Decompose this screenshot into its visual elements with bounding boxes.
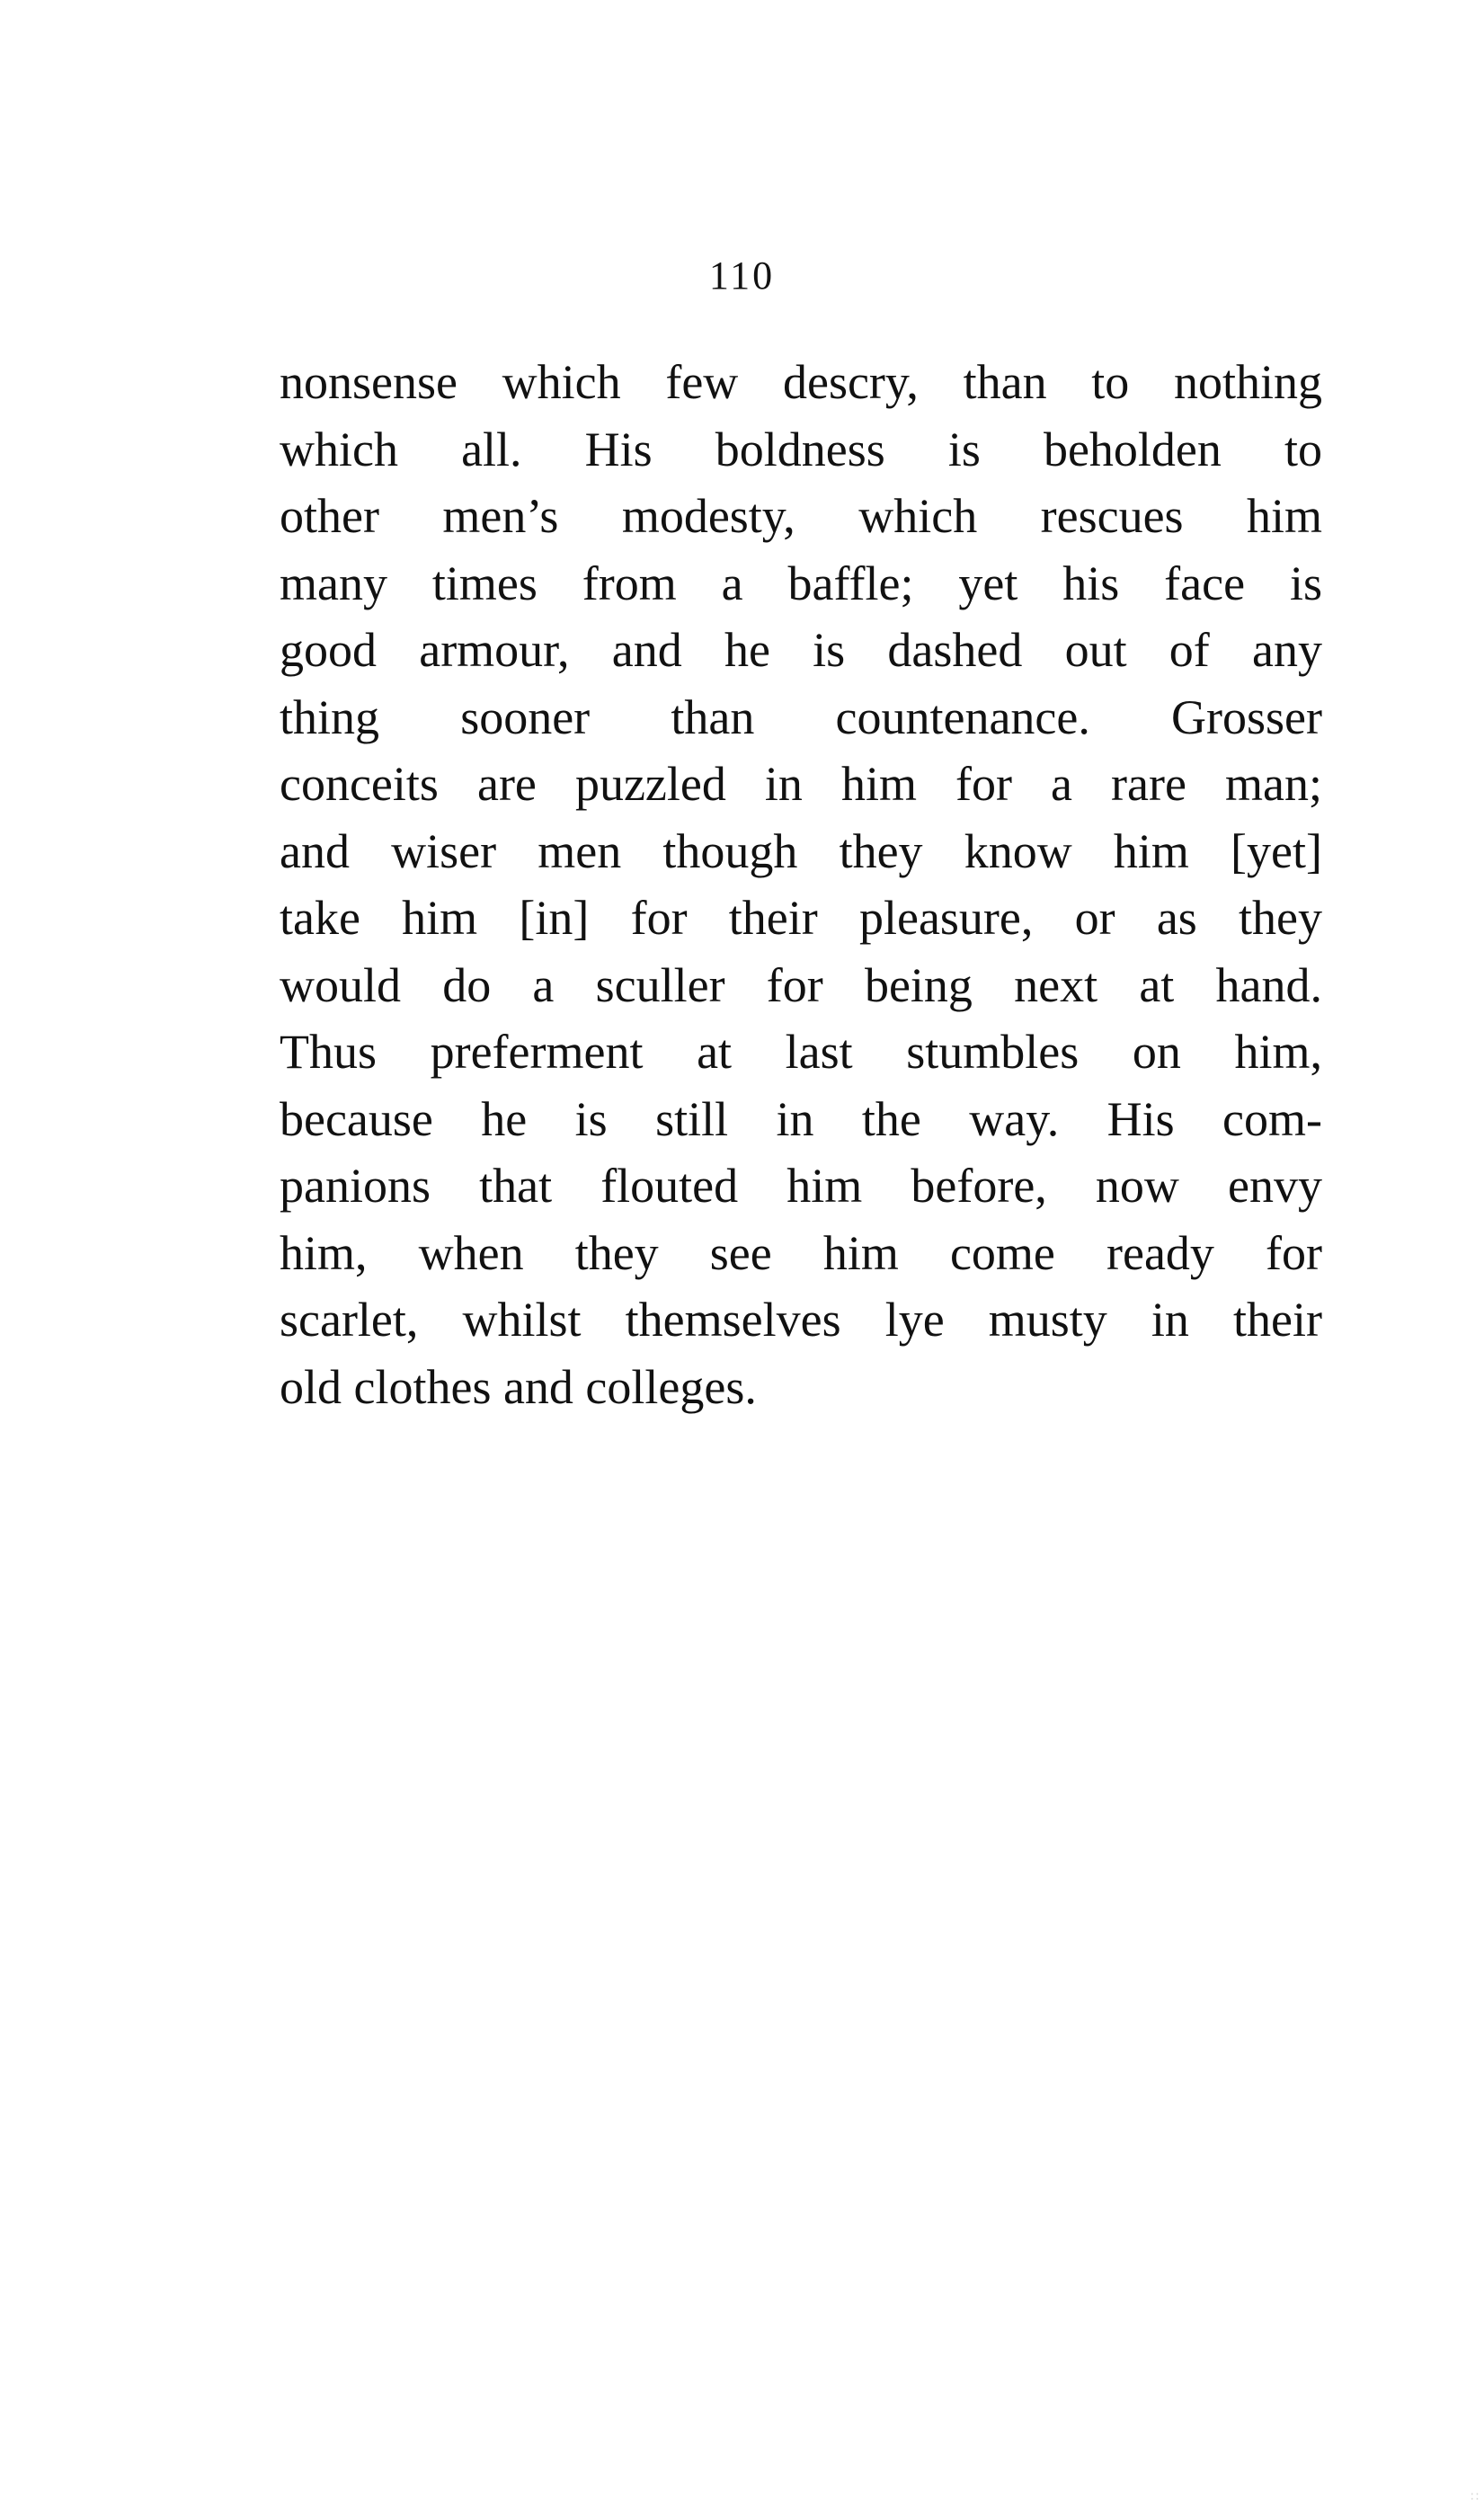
text-line-last: old clothes and colleges. [280,1359,757,1414]
text-line: which all. His boldness is beholden to [280,422,1322,476]
text-line: other men’s modesty, which rescues him [280,489,1322,543]
text-line: conceits are puzzled in him for a rare man; [280,757,1322,811]
text-line: Thus preferment at last stumbles on him, [280,1025,1322,1079]
text-line: him, when they see him come ready for [280,1225,1322,1280]
text-line: nonsense which few descry, than to nothing [280,355,1322,409]
text-line: panions that flouted him before, now envy [280,1159,1322,1213]
scan-mark-icon: ∷ [1471,2490,1479,2504]
text-line: and wiser men though they know him [yet] [280,823,1322,878]
page-number: 110 [708,253,776,298]
text-line: because he is still in the way. His com- [280,1091,1322,1146]
text-line: many times from a baffle; yet his face is [280,556,1322,610]
text-line: scarlet, whilst themselves lye musty in their [280,1293,1322,1347]
text-line: good armour, and he is dashed out of any [280,623,1322,677]
text-line: take him [in] for their pleasure, or as they [280,891,1322,945]
text-line: would do a sculler for being next at hand. [280,957,1322,1012]
body-text [280,349,1322,1420]
text-line: thing sooner than countenance. Grosser [280,689,1322,744]
